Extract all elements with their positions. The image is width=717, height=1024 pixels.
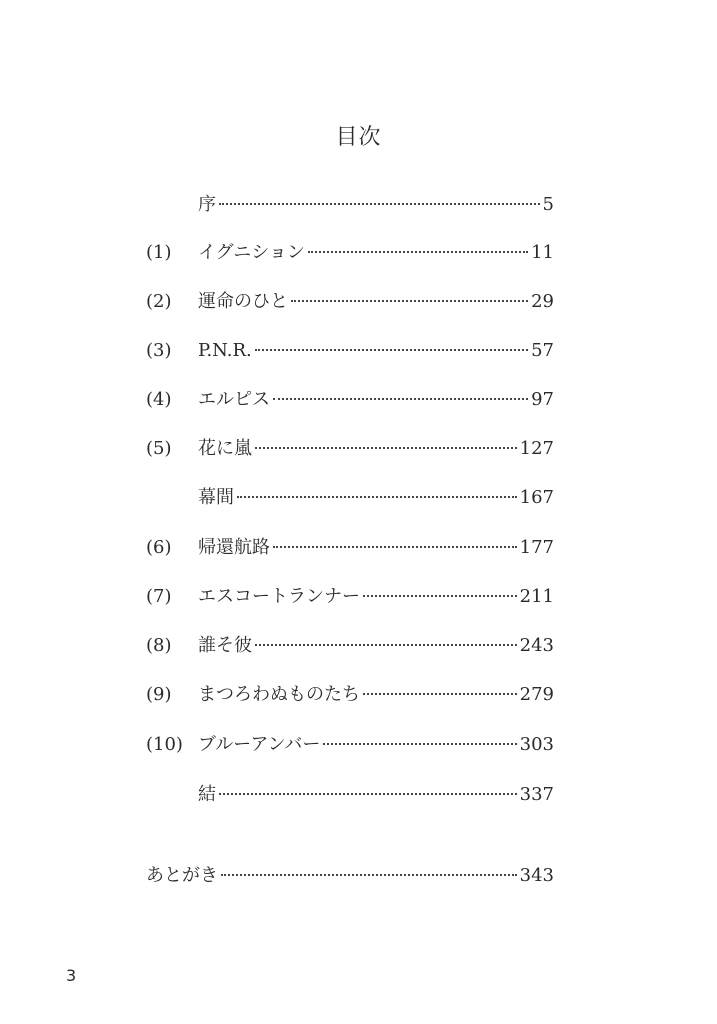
toc-entry-page: 57 <box>531 340 554 361</box>
toc-entry-5 <box>146 436 554 462</box>
dot-leader <box>273 546 517 548</box>
toc-entry-number: (9) <box>146 684 172 705</box>
toc-entry-title: あとがき <box>146 865 218 886</box>
toc-entry-title: 運命のひと <box>198 291 288 312</box>
toc-entry-title: 幕間 <box>198 487 234 508</box>
toc-entry-prologue <box>146 192 554 218</box>
toc-entry-title: 結 <box>198 784 216 805</box>
dot-leader <box>219 793 517 795</box>
dot-leader <box>363 693 517 695</box>
toc-entry-10 <box>146 732 554 758</box>
dot-leader <box>308 251 528 253</box>
toc-entry-title: 花に嵐 <box>198 438 252 459</box>
toc-entry-page: 29 <box>531 291 554 312</box>
toc-entry-page: 167 <box>519 487 554 508</box>
toc-entry-title: イグニション <box>198 242 305 263</box>
toc-entry-epilogue <box>146 782 554 808</box>
toc-entry-number: (3) <box>146 340 172 361</box>
toc-entry-title: 誰そ彼 <box>198 635 252 656</box>
toc-entry-6 <box>146 535 554 561</box>
toc-entry-page: 97 <box>531 389 554 410</box>
toc-entry-page: 279 <box>519 684 554 705</box>
toc-entry-number: (6) <box>146 537 172 558</box>
toc-entry-title: P.N.R. <box>198 340 252 361</box>
toc-entry-title: まつろわぬものたち <box>198 684 360 705</box>
toc-entry-afterword <box>146 863 554 889</box>
toc-entry-page: 127 <box>519 438 554 459</box>
dot-leader <box>219 203 540 205</box>
dot-leader <box>237 496 517 498</box>
dot-leader <box>221 874 517 876</box>
toc-entry-9 <box>146 682 554 708</box>
toc-entry-page: 211 <box>519 586 554 607</box>
dot-leader <box>255 349 528 351</box>
toc-entry-number: (1) <box>146 242 172 263</box>
toc-entry-number: (7) <box>146 586 172 607</box>
toc-entry-page: 303 <box>519 734 554 755</box>
toc-entry-page: 5 <box>542 194 554 215</box>
toc-entry-page: 11 <box>531 242 554 263</box>
page-title: 目次 <box>335 125 382 150</box>
toc-entry-title: エルピス <box>198 389 270 410</box>
toc-entry-page: 337 <box>519 784 554 805</box>
dot-leader <box>255 447 517 449</box>
page-number: 3 <box>66 966 77 985</box>
toc-entry-number: (5) <box>146 438 172 459</box>
toc-entry-page: 177 <box>519 537 554 558</box>
toc-entry-title: エスコートランナー <box>198 586 360 607</box>
dot-leader <box>291 300 528 302</box>
toc-entry-title: 帰還航路 <box>198 537 270 558</box>
toc-entry-1 <box>146 240 554 266</box>
toc-entry-number: (4) <box>146 389 172 410</box>
toc-entry-4 <box>146 387 554 413</box>
toc-entry-interlude <box>146 485 554 511</box>
toc-entry-8 <box>146 633 554 659</box>
dot-leader <box>363 595 517 597</box>
toc-entry-number: (10) <box>146 734 183 755</box>
dot-leader <box>323 743 516 745</box>
dot-leader <box>273 398 528 400</box>
toc-entry-page: 343 <box>519 865 554 886</box>
dot-leader <box>255 644 517 646</box>
toc-entry-page: 243 <box>519 635 554 656</box>
toc-entry-title: ブルーアンバー <box>198 734 321 755</box>
toc-entry-number: (2) <box>146 291 172 312</box>
toc-entry-title: 序 <box>198 194 216 215</box>
toc-entry-3 <box>146 338 554 364</box>
toc-entry-number: (8) <box>146 635 172 656</box>
toc-entry-2 <box>146 289 554 315</box>
toc-entry-7 <box>146 584 554 610</box>
